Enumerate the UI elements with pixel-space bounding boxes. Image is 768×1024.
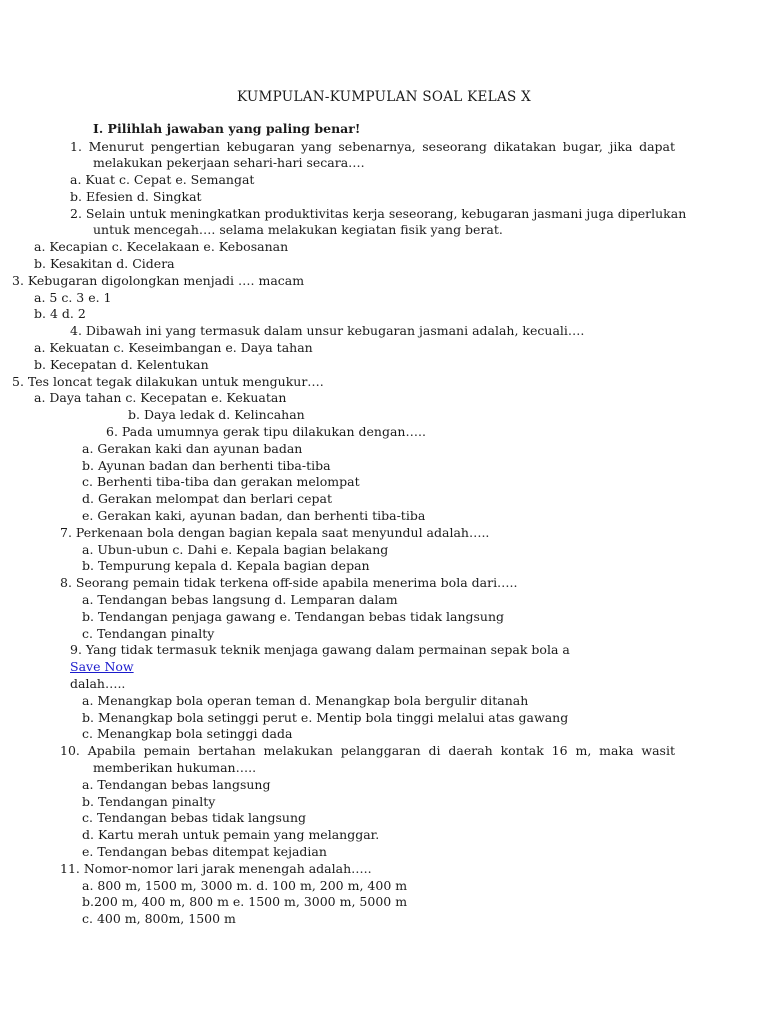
question-11-option-c: c. 400 m, 800m, 1500 m [82, 911, 236, 926]
question-6-option-e: e. Gerakan kaki, ayunan badan, dan berhenti tiba-tiba [82, 508, 426, 523]
question-10: 10. Apabila pemain bertahan melakukan pelanggaran di daerah kontak 16 m, maka wasit [60, 743, 675, 758]
question-1: 1. Menurut pengertian kebugaran yang sebenarnya, seseorang dikatakan bugar, jika dapat [70, 139, 675, 154]
question-10-option-e: e. Tendangan bebas ditempat kejadian [82, 844, 327, 859]
question-8-options-ad: a. Tendangan bebas langsung d. Lemparan dalam [82, 592, 398, 607]
question-1-options-ace: a. Kuat c. Cepat e. Semangat [70, 172, 255, 187]
question-8: 8. Seorang pemain tidak terkena off-side apabila menerima bola dari….. [60, 575, 518, 590]
question-6-option-c: c. Berhenti tiba-tiba dan gerakan melompat [82, 474, 360, 489]
question-11-options-ad: a. 800 m, 1500 m, 3000 m. d. 100 m, 200 m, 400 m [82, 878, 408, 893]
question-2-options-ace: a. Kecapian c. Kecelakaan e. Kebosanan [34, 239, 289, 254]
question-9-options-be: b. Menangkap bola setinggi perut e. Mentip bola tinggi melalui atas gawang [82, 710, 569, 725]
question-9: 9. Yang tidak termasuk teknik menjaga gawang dalam permainan sepak bola a [70, 642, 570, 657]
question-9-cont: dalah….. [70, 676, 126, 691]
question-6-option-d: d. Gerakan melompat dan berlari cepat [82, 491, 333, 506]
question-11: 11. Nomor-nomor lari jarak menengah adalah….. [60, 861, 372, 876]
question-4-options-bd: b. Kecepatan d. Kelentukan [34, 357, 209, 372]
question-6-option-b: b. Ayunan badan dan berhenti tiba-tiba [82, 458, 331, 473]
question-5-options-ace: a. Daya tahan c. Kecepatan e. Kekuatan [34, 390, 287, 405]
question-2-options-bd: b. Kesakitan d. Cidera [34, 256, 175, 271]
question-1-cont: melakukan pekerjaan sehari-hari secara…. [93, 155, 365, 170]
question-9-option-c: c. Menangkap bola setinggi dada [82, 726, 293, 741]
question-10-option-a: a. Tendangan bebas langsung [82, 777, 271, 792]
question-6: 6. Pada umumnya gerak tipu dilakukan dengan….. [106, 424, 426, 439]
question-3-options-bd: b. 4 d. 2 [34, 306, 86, 321]
question-2: 2. Selain untuk meningkatkan produktivitas kerja seseorang, kebugaran jasmani juga diperlukan [70, 206, 687, 221]
question-8-options-be: b. Tendangan penjaga gawang e. Tendangan bebas tidak langsung [82, 609, 505, 624]
question-8-option-c: c. Tendangan pinalty [82, 626, 215, 641]
question-5: 5. Tes loncat tegak dilakukan untuk mengukur…. [12, 374, 324, 389]
question-6-option-a: a. Gerakan kaki dan ayunan badan [82, 441, 303, 456]
save-now-link[interactable]: Save Now [70, 659, 134, 674]
question-7: 7. Perkenaan bola dengan bagian kepala saat menyundul adalah….. [60, 525, 490, 540]
question-4-options-ace: a. Kekuatan c. Keseimbangan e. Daya tahan [34, 340, 313, 355]
question-10-option-c: c. Tendangan bebas tidak langsung [82, 810, 307, 825]
question-7-options-ace: a. Ubun-ubun c. Dahi e. Kepala bagian belakang [82, 542, 389, 557]
question-7-options-bd: b. Tempurung kepala d. Kepala bagian depan [82, 558, 370, 573]
question-10-option-d: d. Kartu merah untuk pemain yang melanggar. [82, 827, 380, 842]
question-5-options-bd: b. Daya ledak d. Kelincahan [128, 407, 305, 422]
question-1-options-bd: b. Efesien d. Singkat [70, 189, 202, 204]
document-title: KUMPULAN-KUMPULAN SOAL KELAS X [236, 89, 532, 105]
question-10-option-b: b. Tendangan pinalty [82, 794, 216, 809]
question-11-options-be: b.200 m, 400 m, 800 m e. 1500 m, 3000 m, 5000 m [82, 894, 408, 909]
question-3: 3. Kebugaran digolongkan menjadi …. macam [12, 273, 305, 288]
question-2-cont: untuk mencegah…. selama melakukan kegiatan fisik yang berat. [93, 222, 503, 237]
question-4: 4. Dibawah ini yang termasuk dalam unsur kebugaran jasmani adalah, kecuali…. [70, 323, 585, 338]
question-9-options-ad: a. Menangkap bola operan teman d. Menangkap bola bergulir ditanah [82, 693, 529, 708]
instruction: I. Pilihlah jawaban yang paling benar! [93, 121, 361, 136]
question-3-options-ace: a. 5 c. 3 e. 1 [34, 290, 112, 305]
question-10-cont: memberikan hukuman….. [93, 760, 257, 775]
